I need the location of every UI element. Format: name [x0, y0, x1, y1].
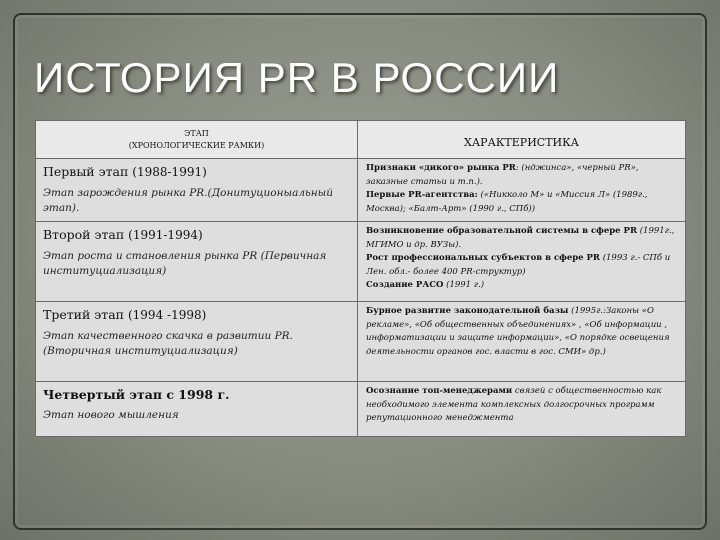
stage-name: Четвертый этап с 1998 г.: [43, 387, 230, 402]
header-stage-line1: ЭТАП: [184, 128, 209, 138]
stage-name: Третий этап: [43, 307, 124, 322]
char-text: связей с общественностью как необходимого элемента комплексных долгосрочных программ репутационного менеджмента: [366, 386, 662, 423]
header-characteristic: ХАРАКТЕРИСТИКА: [358, 121, 686, 159]
stage-description: Этап нового мышления: [43, 409, 179, 421]
table-row: [36, 382, 686, 437]
char-text: (1991г., МГИМО и др. ВУЗы).: [366, 226, 675, 250]
stage-years: (1991-1994): [128, 228, 203, 242]
table-row: [36, 159, 686, 222]
char-text: : (нджинса», «черный PR», заказные статьи и т.п.).: [366, 163, 639, 187]
characteristic-cell: [358, 159, 686, 222]
char-text: (1991 г.): [443, 280, 485, 290]
stage-cell: [36, 222, 358, 302]
char-bold: Возникновение образовательной системы в сфере PR: [366, 226, 638, 236]
characteristic-cell: [358, 382, 686, 437]
stage-cell: [36, 302, 358, 382]
char-text: (1993 г.- СПб и Лен. обл.- более 400 PR-структур): [366, 253, 671, 277]
slide-title: ИСТОРИЯ PR В РОССИИ: [34, 54, 560, 101]
header-stage-line2: (ХРОНОЛОГИЧЕСКИЕ РАМКИ): [128, 140, 265, 150]
stage-name: Первый этап: [43, 164, 129, 179]
char-text: («Никколо М» и «Миссия Л» (1989г., Москва); «Балт-Арт» (1990 г., СПб)): [366, 190, 648, 214]
header-stage: [36, 121, 358, 159]
stage-name: Второй этап: [43, 227, 125, 242]
char-bold: Бурное развитие законодательной базы: [366, 306, 569, 316]
history-table: [35, 120, 686, 437]
stage-years: (1994 -1998): [127, 308, 207, 322]
table-row: [36, 222, 686, 302]
stage-cell: [36, 382, 358, 437]
char-bold: Создание РАСО: [366, 280, 444, 290]
characteristic-cell: [358, 222, 686, 302]
char-bold: Первые PR-агентства:: [366, 190, 478, 200]
char-bold: Осознание топ-менеджерами: [366, 386, 513, 396]
stage-description: Этап качественного скачка в развитии PR. (Вторичная институциализация): [43, 330, 293, 357]
table-header-row: [36, 121, 686, 159]
table-row: [36, 302, 686, 382]
stage-description: Этап роста и становления рынка PR (Первичная институциализация): [43, 250, 327, 277]
char-bold: Признаки «дикого» рынка PR: [366, 163, 516, 173]
characteristic-cell: [358, 302, 686, 382]
char-text: (1995г.:Законы «О рекламе», «Об общественных объединениях» , «Об информации , информатизации и защите информации», «О порядке освещения деятельности органов гос. власти в гос. СМИ» др.): [366, 306, 670, 357]
stage-cell: [36, 159, 358, 222]
stage-description: Этап зарождения рынка PR.(Донитуционыальный этап).: [43, 187, 333, 214]
stage-years: (1988-1991): [132, 165, 207, 179]
char-bold: Рост профессиональных субъектов в сфере PR: [366, 253, 600, 263]
